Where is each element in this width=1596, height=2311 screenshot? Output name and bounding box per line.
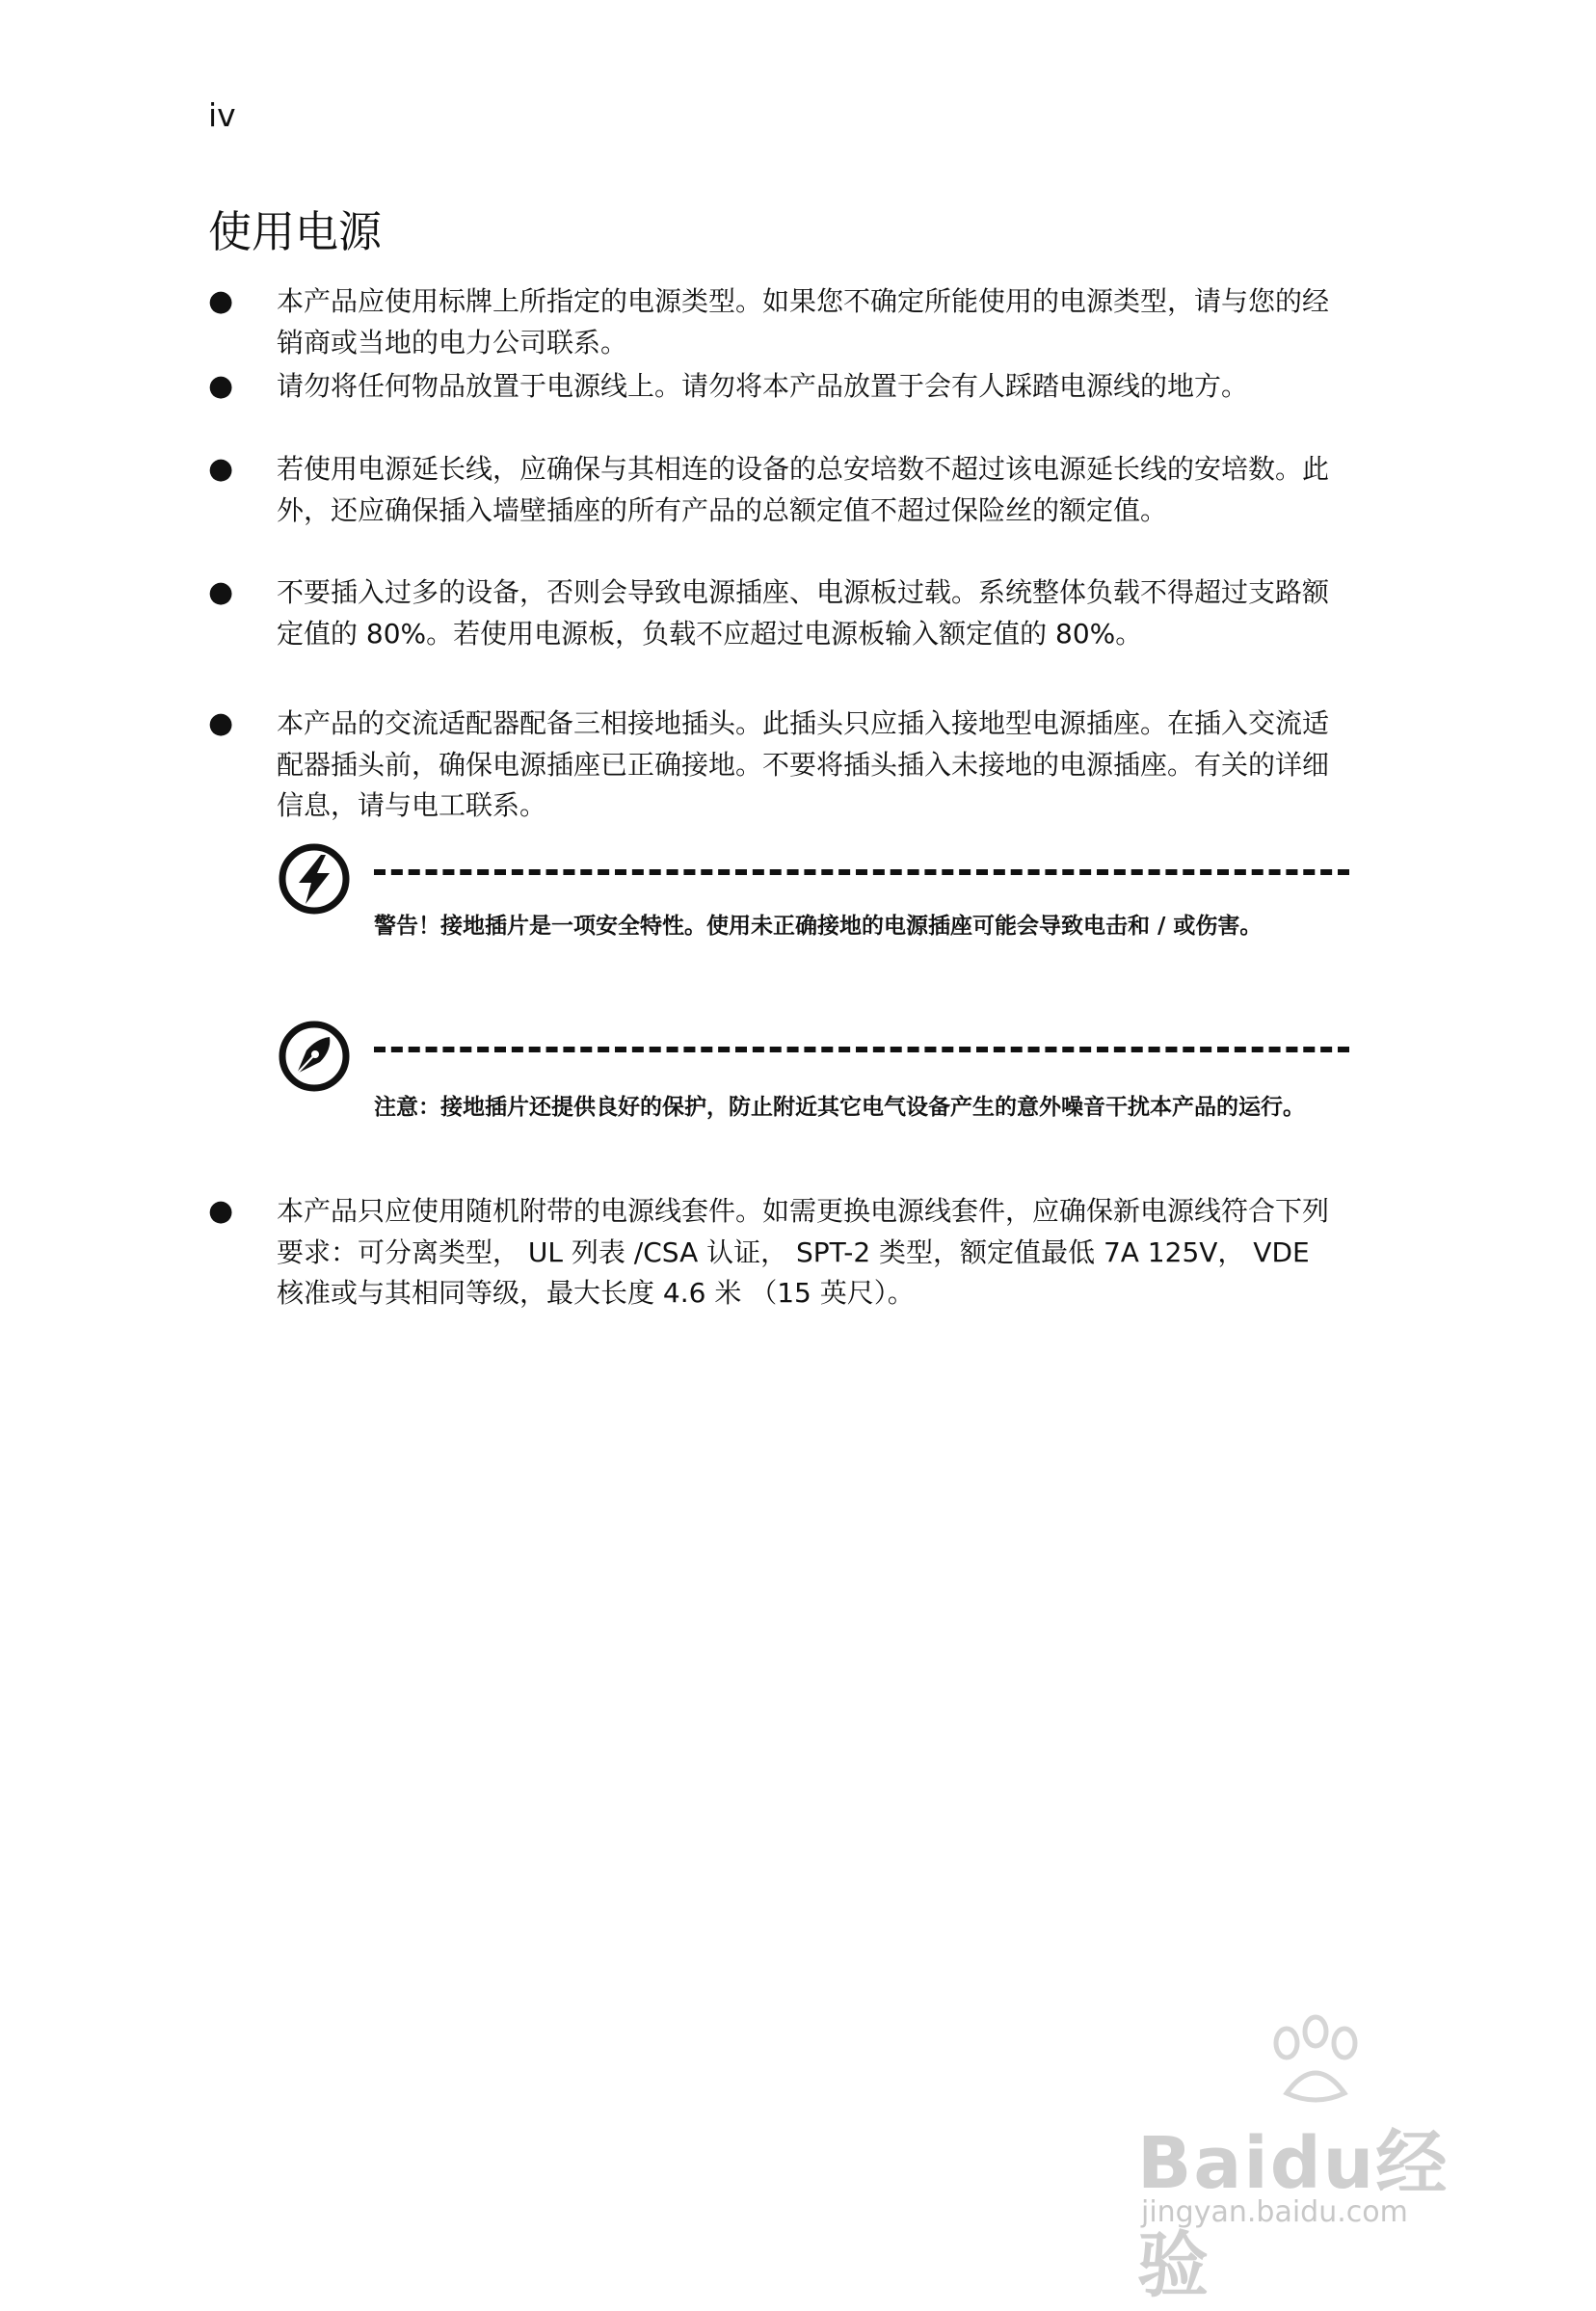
warning-text: 警告！接地插片是一项安全特性。使用未正确接地的电源插座可能会导致电击和 / 或伤害。 bbox=[374, 914, 1263, 939]
list-item-text: 不要插入过多的设备，否则会导致电源插座、电源板过载。系统整体负载不得超过支路额定值的 80%。若使用电源板，负载不应超过电源板输入额定值的 80%。 bbox=[277, 576, 1330, 650]
paw-icon bbox=[1263, 2014, 1369, 2111]
list-item-text: 本产品应使用标牌上所指定的电源类型。如果您不确定所能使用的电源类型，请与您的经销商或当地的电力公司联系。 bbox=[277, 285, 1330, 359]
bullet: ● bbox=[208, 575, 234, 609]
watermark-url: jingyan.baidu.com bbox=[1141, 2195, 1408, 2229]
page-number: iv bbox=[208, 96, 236, 134]
bullet: ● bbox=[208, 369, 234, 403]
lightning-warning-icon bbox=[276, 840, 353, 917]
list-item-text: 请勿将任何物品放置于电源线上。请勿将本产品放置于会有人踩踏电源线的地方。 bbox=[277, 370, 1249, 402]
list-item-text: 本产品只应使用随机附带的电源线套件。如需更换电源线套件，应确保新电源线符合下列要求：可分离类型， UL 列表 /CSA 认证， SPT-2 类型，额定值最低 7A 125V， VDE 核准或与其相同等级，最大长度 4.6 米 （15 英尺）。 bbox=[277, 1195, 1330, 1309]
pen-note-icon bbox=[276, 1018, 353, 1095]
bullet: ● bbox=[208, 452, 234, 486]
list-item-text: 本产品的交流适配器配备三相接地插头。此插头只应插入接地型电源插座。在插入交流适配器插头前，确保电源插座已正确接地。不要将插头插入未接地的电源插座。有关的详细信息，请与电工联系。 bbox=[277, 707, 1330, 821]
section-title: 使用电源 bbox=[208, 206, 383, 257]
note-divider bbox=[374, 1047, 1349, 1052]
bullet: ● bbox=[208, 284, 234, 318]
bullet: ● bbox=[208, 706, 234, 740]
watermark-logo: Baidu经验 bbox=[1137, 2122, 1450, 2307]
note-text: 注意：接地插片还提供良好的保护，防止附近其它电气设备产生的意外噪音干扰本产品的运行。 bbox=[374, 1095, 1305, 1120]
baidu-watermark bbox=[1118, 2014, 1503, 2307]
list-item-text: 若使用电源延长线，应确保与其相连的设备的总安培数不超过该电源延长线的安培数。此外，还应确保插入墙壁插座的所有产品的总额定值不超过保险丝的额定值。 bbox=[277, 453, 1330, 526]
warning-divider bbox=[374, 869, 1349, 875]
bullet: ● bbox=[208, 1194, 234, 1228]
